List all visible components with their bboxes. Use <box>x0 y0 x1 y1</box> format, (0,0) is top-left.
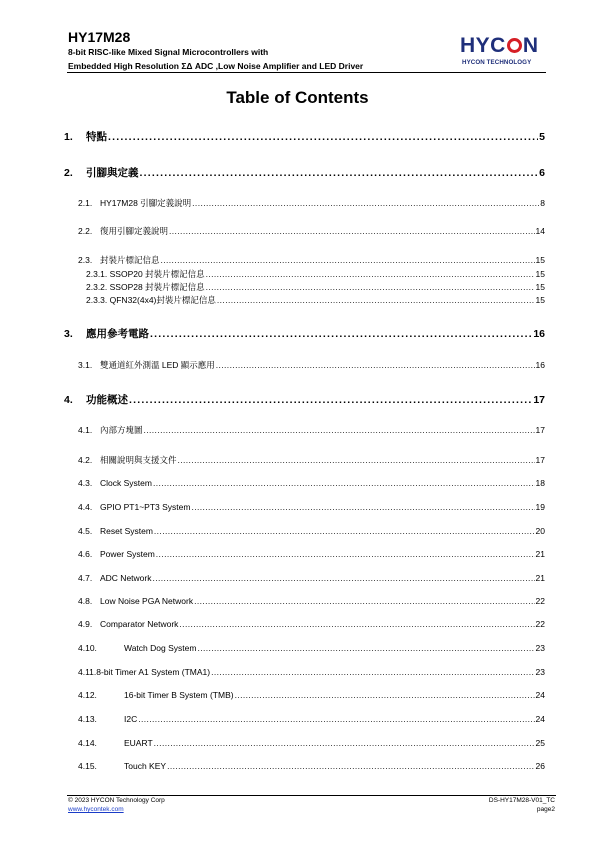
toc-entry-4-1[interactable] <box>78 424 545 436</box>
toc-leader-dots <box>129 394 532 406</box>
toc-entry-4-9[interactable] <box>78 619 545 629</box>
toc-entry-number: 4.5. <box>78 526 93 536</box>
toc-entry-title: Low Noise PGA Network <box>100 596 194 606</box>
toc-entry-page: 5 <box>539 131 545 143</box>
toc-entry-number: 4.13. <box>78 714 97 724</box>
toc-entry-title: 雙通道紅外測溫 LED 顯示應用 <box>100 360 215 370</box>
toc-leader-dots <box>206 282 535 292</box>
toc-entry-4-13[interactable] <box>78 714 545 724</box>
toc-entry-4-3[interactable] <box>78 478 545 488</box>
toc-leader-dots <box>161 255 535 265</box>
toc-leader-dots <box>194 596 534 606</box>
toc-entry-2-3-1[interactable] <box>86 268 545 280</box>
toc-entry-4-7[interactable] <box>78 573 545 583</box>
footer-copyright: © 2023 HYCON Technology Corp <box>68 797 165 804</box>
toc-entry-2[interactable] <box>64 165 545 180</box>
toc-entry-page: 17 <box>533 394 545 406</box>
toc-entry-3[interactable] <box>64 326 545 341</box>
toc-entry-title: Touch KEY <box>124 761 167 771</box>
footer-page-number: page2 <box>536 806 555 813</box>
toc-entry-title: 引腳與定義 <box>86 167 139 179</box>
header-divider <box>67 72 546 73</box>
toc-entry-page: 23 <box>535 667 545 677</box>
toc-entry-2-3[interactable] <box>78 254 545 266</box>
toc-entry-title: 2.3.1. SSOP20 封裝片標記信息 <box>86 269 205 279</box>
toc-entry-number: 4.3. <box>78 478 93 488</box>
document-subtitle-line2: Embedded High Resolution ΣΔ ADC ,Low Noise Amplifier and LED Driver <box>68 61 364 71</box>
toc-entry-4-11[interactable] <box>78 667 545 677</box>
toc-entry-number: 4.14. <box>78 738 97 748</box>
toc-entry-1[interactable] <box>64 129 545 144</box>
toc-leader-dots <box>152 573 534 583</box>
toc-entry-page: 24 <box>535 714 545 724</box>
toc-entry-title: 功能概述 <box>86 394 128 406</box>
toc-entry-number: 3.1. <box>78 360 93 370</box>
toc-entry-number: 2.2. <box>78 226 93 236</box>
toc-entry-page: 8 <box>540 198 545 208</box>
toc-entry-title: 特點 <box>86 131 107 143</box>
toc-entry-page: 23 <box>535 643 545 653</box>
document-subtitle-line1: 8-bit RISC-like Mixed Signal Microcontrollers with <box>68 47 269 57</box>
toc-entry-4[interactable] <box>64 392 545 407</box>
toc-leader-dots <box>167 761 534 771</box>
footer-website-link[interactable]: www.hycontek.com <box>68 806 124 813</box>
toc-leader-dots <box>154 526 535 536</box>
toc-entry-number: 3. <box>64 328 73 340</box>
hycon-logo <box>460 35 546 69</box>
toc-leader-dots <box>191 502 534 512</box>
toc-entry-page: 14 <box>535 226 545 236</box>
toc-entry-2-1[interactable] <box>78 197 545 209</box>
toc-entry-page: 18 <box>535 478 545 488</box>
toc-entry-title: GPIO PT1~PT3 System <box>100 502 191 512</box>
toc-entry-number: 2.1. <box>78 198 93 208</box>
toc-entry-title: Reset System <box>100 526 153 536</box>
toc-heading: Table of Contents <box>226 88 369 107</box>
footer-divider <box>67 795 556 796</box>
toc-leader-dots <box>153 478 535 488</box>
toc-entry-number: 2.3. <box>78 255 93 265</box>
toc-entry-title: EUART <box>124 738 153 748</box>
toc-entry-title: 應用參考電路 <box>86 328 149 340</box>
toc-leader-dots <box>138 714 534 724</box>
toc-entry-2-3-2[interactable] <box>86 281 545 293</box>
toc-entry-number: 4.2. <box>78 455 93 465</box>
toc-leader-dots <box>156 549 535 559</box>
logo-tagline: HYCON TECHNOLOGY <box>462 59 532 66</box>
toc-leader-dots <box>154 738 535 748</box>
toc-entry-title: 內部方塊圖 <box>100 425 143 435</box>
toc-entry-page: 25 <box>535 738 545 748</box>
toc-entry-4-14[interactable] <box>78 738 545 748</box>
toc-entry-page: 15 <box>535 282 545 292</box>
toc-entry-title: I2C <box>124 714 138 724</box>
document-title: HY17M28 <box>68 29 131 45</box>
toc-entry-page: 16 <box>535 360 545 370</box>
toc-entry-title: Clock System <box>100 478 152 488</box>
toc-entry-page: 6 <box>539 167 545 179</box>
toc-entry-page: 17 <box>535 455 545 465</box>
toc-entry-number: 4.6. <box>78 549 93 559</box>
toc-entry-title: HY17M28 引腳定義說明 <box>100 198 192 208</box>
toc-entry-title: 2.3.3. QFN32(4x4)封裝片標記信息 <box>86 295 216 305</box>
toc-leader-dots <box>192 198 539 208</box>
toc-entry-number: 4.10. <box>78 643 97 653</box>
toc-entry-page: 22 <box>535 619 545 629</box>
toc-entry-number: 4.7. <box>78 573 93 583</box>
toc-entry-2-3-3[interactable] <box>86 294 545 306</box>
logo-wordmark: HYC N <box>460 34 539 57</box>
toc-leader-dots <box>216 360 535 370</box>
toc-entry-title: 復用引腳定義說明 <box>100 226 169 236</box>
toc-entry-4-10[interactable] <box>78 643 545 653</box>
toc-entry-page: 17 <box>535 425 545 435</box>
toc-leader-dots <box>235 690 535 700</box>
toc-leader-dots <box>140 167 539 179</box>
toc-entry-page: 20 <box>535 526 545 536</box>
toc-entry-number: 4.9. <box>78 619 93 629</box>
toc-entry-3-1[interactable] <box>78 359 545 371</box>
toc-entry-title: 2.3.2. SSOP28 封裝片標記信息 <box>86 282 205 292</box>
toc-entry-page: 21 <box>535 573 545 583</box>
toc-entry-4-12[interactable] <box>78 690 545 700</box>
toc-entry-4-5[interactable] <box>78 526 545 536</box>
toc-entry-page: 16 <box>533 328 545 340</box>
logo-ring-icon <box>507 38 522 53</box>
toc-entry-4-8[interactable] <box>78 596 545 606</box>
toc-entry-page: 26 <box>535 761 545 771</box>
toc-entry-number: 4.15. <box>78 761 97 771</box>
toc-entry-title: Power System <box>100 549 155 559</box>
toc-entry-page: 19 <box>535 502 545 512</box>
toc-entry-page: 15 <box>535 255 545 265</box>
toc-entry-title: Watch Dog System <box>124 643 197 653</box>
toc-entry-4-4[interactable] <box>78 502 545 512</box>
toc-entry-4-15[interactable] <box>78 761 545 771</box>
toc-entry-page: 24 <box>535 690 545 700</box>
toc-entry-page: 22 <box>535 596 545 606</box>
toc-leader-dots <box>144 425 535 435</box>
toc-leader-dots <box>197 643 534 653</box>
toc-entry-page: 15 <box>535 295 545 305</box>
toc-entry-number: 2. <box>64 167 73 179</box>
footer-doc-id: DS-HY17M28-V01_TC <box>488 797 555 804</box>
toc-entry-number: 4. <box>64 394 73 406</box>
toc-leader-dots <box>217 295 535 305</box>
toc-entry-title: 16-bit Timer B System (TMB) <box>124 690 234 700</box>
toc-entry-4-6[interactable] <box>78 549 545 559</box>
toc-leader-dots <box>150 328 532 340</box>
toc-entry-number: 4.4. <box>78 502 93 512</box>
toc-entry-number: 4.12. <box>78 690 97 700</box>
toc-entry-title: 4.11.8-bit Timer A1 System (TMA1) <box>78 667 211 677</box>
toc-entry-title: Comparator Network <box>100 619 179 629</box>
toc-entry-number: 4.8. <box>78 596 93 606</box>
toc-entry-page: 21 <box>535 549 545 559</box>
toc-leader-dots <box>108 131 538 143</box>
toc-leader-dots <box>206 269 535 279</box>
toc-entry-2-2[interactable] <box>78 225 545 237</box>
toc-leader-dots <box>211 667 534 677</box>
toc-leader-dots <box>169 226 535 236</box>
toc-entry-number: 1. <box>64 131 73 143</box>
toc-entry-page: 15 <box>535 269 545 279</box>
toc-entry-title: 封裝片標記信息 <box>100 255 160 265</box>
toc-entry-title: ADC Network <box>100 573 152 583</box>
toc-leader-dots <box>178 455 535 465</box>
toc-entry-number: 4.1. <box>78 425 93 435</box>
toc-leader-dots <box>179 619 534 629</box>
toc-entry-4-2[interactable] <box>78 454 545 466</box>
toc-entry-title: 相關說明與支援文件 <box>100 455 177 465</box>
